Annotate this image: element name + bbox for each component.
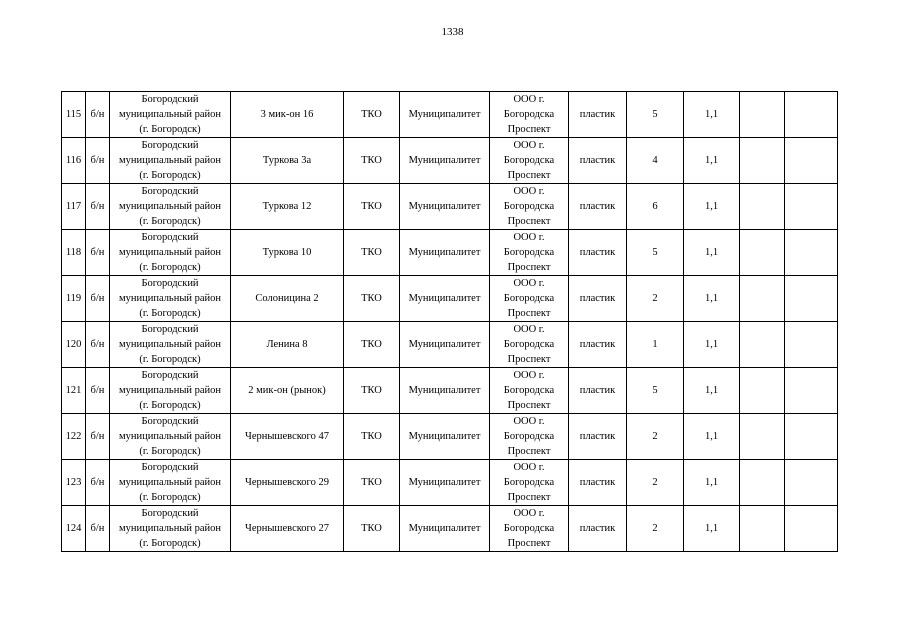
row-number-cell: 121 (62, 368, 86, 414)
district-cell-line: Богородский (141, 232, 199, 243)
owner-type-cell: Муниципалитет (400, 460, 490, 506)
container-sites-table (61, 91, 838, 552)
container-count-cell: 5 (627, 230, 684, 276)
empty-cell (740, 276, 785, 322)
bn-cell: б/н (86, 460, 110, 506)
organization-cell-line: Проспект (507, 538, 551, 549)
organization-cell-line: Богородска (503, 385, 555, 396)
bn-cell: б/н (86, 322, 110, 368)
organization-cell-line: Проспект (507, 354, 551, 365)
table-row (62, 506, 838, 552)
bn-cell: б/н (86, 138, 110, 184)
row-number-cell: 117 (62, 184, 86, 230)
material-cell: пластик (569, 368, 627, 414)
material-cell: пластик (569, 506, 627, 552)
district-cell (110, 322, 231, 368)
organization-cell-line: ООО г. (513, 186, 545, 197)
district-cell-line: Богородский (141, 278, 199, 289)
empty-cell (740, 322, 785, 368)
district-cell-line: муниципальный район (118, 477, 222, 488)
organization-cell-line: ООО г. (513, 508, 545, 519)
district-cell (110, 92, 231, 138)
owner-type-cell: Муниципалитет (400, 184, 490, 230)
empty-cell (785, 184, 838, 230)
row-number-cell: 122 (62, 414, 86, 460)
row-number-cell: 124 (62, 506, 86, 552)
waste-type-cell: ТКО (344, 138, 400, 184)
empty-cell (740, 230, 785, 276)
container-count-cell: 2 (627, 414, 684, 460)
bn-cell: б/н (86, 230, 110, 276)
empty-cell (740, 460, 785, 506)
district-cell (110, 368, 231, 414)
material-cell: пластик (569, 92, 627, 138)
bn-cell: б/н (86, 506, 110, 552)
owner-type-cell: Муниципалитет (400, 368, 490, 414)
empty-cell (740, 138, 785, 184)
empty-cell (785, 322, 838, 368)
district-cell (110, 230, 231, 276)
page-number: 1338 (441, 26, 464, 38)
address-cell: Туркова 3а (231, 138, 344, 184)
empty-cell (785, 138, 838, 184)
material-cell: пластик (569, 322, 627, 368)
owner-type-cell: Муниципалитет (400, 230, 490, 276)
waste-type-cell: ТКО (344, 368, 400, 414)
address-cell: 3 мик-он 16 (231, 92, 344, 138)
district-cell-line: муниципальный район (118, 109, 222, 120)
organization-cell-line: Богородска (503, 201, 555, 212)
container-count-cell: 4 (627, 138, 684, 184)
empty-cell (785, 414, 838, 460)
table-row (62, 138, 838, 184)
organization-cell-line: ООО г. (513, 232, 545, 243)
district-cell-line: (г. Богородск) (139, 262, 201, 273)
organization-cell (490, 460, 569, 506)
container-volume-cell: 1,1 (684, 92, 740, 138)
organization-cell (490, 184, 569, 230)
organization-cell (490, 92, 569, 138)
district-cell-line: (г. Богородск) (139, 538, 201, 549)
district-cell (110, 460, 231, 506)
table-row (62, 276, 838, 322)
bn-cell: б/н (86, 414, 110, 460)
waste-type-cell: ТКО (344, 322, 400, 368)
district-cell-line: муниципальный район (118, 431, 222, 442)
organization-cell-line: Проспект (507, 400, 551, 411)
container-volume-cell: 1,1 (684, 460, 740, 506)
district-cell-line: (г. Богородск) (139, 400, 201, 411)
container-volume-cell: 1,1 (684, 184, 740, 230)
container-volume-cell: 1,1 (684, 276, 740, 322)
container-volume-cell: 1,1 (684, 322, 740, 368)
row-number-cell: 118 (62, 230, 86, 276)
organization-cell-line: Богородска (503, 339, 555, 350)
district-cell-line: Богородский (141, 324, 199, 335)
owner-type-cell: Муниципалитет (400, 276, 490, 322)
table-row (62, 92, 838, 138)
district-cell-line: Богородский (141, 370, 199, 381)
table-body (62, 92, 838, 552)
organization-cell-line: Проспект (507, 492, 551, 503)
organization-cell-line: ООО г. (513, 462, 545, 473)
district-cell-line: муниципальный район (118, 201, 222, 212)
container-volume-cell: 1,1 (684, 506, 740, 552)
district-cell (110, 138, 231, 184)
district-cell (110, 276, 231, 322)
row-number-cell: 123 (62, 460, 86, 506)
container-count-cell: 2 (627, 276, 684, 322)
address-cell: Ленина 8 (231, 322, 344, 368)
table-row (62, 368, 838, 414)
table-row (62, 230, 838, 276)
container-count-cell: 2 (627, 460, 684, 506)
material-cell: пластик (569, 230, 627, 276)
district-cell (110, 184, 231, 230)
district-cell-line: Богородский (141, 186, 199, 197)
waste-type-cell: ТКО (344, 414, 400, 460)
district-cell-line: муниципальный район (118, 339, 222, 350)
address-cell: Чернышевского 27 (231, 506, 344, 552)
container-count-cell: 1 (627, 322, 684, 368)
empty-cell (785, 276, 838, 322)
organization-cell-line: Богородска (503, 523, 555, 534)
container-volume-cell: 1,1 (684, 230, 740, 276)
owner-type-cell: Муниципалитет (400, 92, 490, 138)
district-cell-line: муниципальный район (118, 155, 222, 166)
organization-cell-line: ООО г. (513, 324, 545, 335)
waste-type-cell: ТКО (344, 92, 400, 138)
organization-cell-line: Богородска (503, 247, 555, 258)
district-cell-line: (г. Богородск) (139, 354, 201, 365)
district-cell (110, 506, 231, 552)
address-cell: Чернышевского 47 (231, 414, 344, 460)
district-cell-line: (г. Богородск) (139, 446, 201, 457)
address-cell: Туркова 10 (231, 230, 344, 276)
district-cell-line: муниципальный район (118, 385, 222, 396)
waste-type-cell: ТКО (344, 276, 400, 322)
organization-cell (490, 414, 569, 460)
organization-cell-line: Проспект (507, 124, 551, 135)
container-count-cell: 5 (627, 92, 684, 138)
district-cell-line: муниципальный район (118, 523, 222, 534)
bn-cell: б/н (86, 92, 110, 138)
organization-cell-line: ООО г. (513, 140, 545, 151)
organization-cell-line: Проспект (507, 446, 551, 457)
address-cell: Чернышевского 29 (231, 460, 344, 506)
organization-cell-line: Богородска (503, 109, 555, 120)
organization-cell-line: Богородска (503, 477, 555, 488)
organization-cell-line: ООО г. (513, 370, 545, 381)
organization-cell-line: ООО г. (513, 416, 545, 427)
material-cell: пластик (569, 276, 627, 322)
district-cell-line: (г. Богородск) (139, 170, 201, 181)
table-row (62, 184, 838, 230)
container-count-cell: 6 (627, 184, 684, 230)
material-cell: пластик (569, 460, 627, 506)
owner-type-cell: Муниципалитет (400, 506, 490, 552)
container-volume-cell: 1,1 (684, 138, 740, 184)
address-cell: Солоницина 2 (231, 276, 344, 322)
organization-cell-line: Проспект (507, 262, 551, 273)
bn-cell: б/н (86, 184, 110, 230)
row-number-cell: 115 (62, 92, 86, 138)
address-cell: Туркова 12 (231, 184, 344, 230)
district-cell (110, 414, 231, 460)
material-cell: пластик (569, 138, 627, 184)
organization-cell-line: Проспект (507, 308, 551, 319)
district-cell-line: Богородский (141, 94, 199, 105)
waste-type-cell: ТКО (344, 460, 400, 506)
row-number-cell: 119 (62, 276, 86, 322)
table-row (62, 460, 838, 506)
empty-cell (740, 92, 785, 138)
row-number-cell: 120 (62, 322, 86, 368)
organization-cell (490, 138, 569, 184)
organization-cell (490, 230, 569, 276)
district-cell-line: (г. Богородск) (139, 216, 201, 227)
district-cell-line: муниципальный район (118, 247, 222, 258)
district-cell-line: муниципальный район (118, 293, 222, 304)
organization-cell-line: Богородска (503, 431, 555, 442)
organization-cell-line: ООО г. (513, 94, 545, 105)
bn-cell: б/н (86, 368, 110, 414)
empty-cell (785, 368, 838, 414)
empty-cell (785, 92, 838, 138)
district-cell-line: (г. Богородск) (139, 124, 201, 135)
district-cell-line: Богородский (141, 462, 199, 473)
container-volume-cell: 1,1 (684, 368, 740, 414)
address-cell: 2 мик-он (рынок) (231, 368, 344, 414)
district-cell-line: (г. Богородск) (139, 308, 201, 319)
row-number-cell: 116 (62, 138, 86, 184)
table-row (62, 322, 838, 368)
empty-cell (740, 368, 785, 414)
empty-cell (785, 506, 838, 552)
waste-type-cell: ТКО (344, 230, 400, 276)
organization-cell-line: Богородска (503, 155, 555, 166)
district-cell-line: Богородский (141, 140, 199, 151)
district-cell-line: Богородский (141, 508, 199, 519)
empty-cell (740, 184, 785, 230)
district-cell-line: (г. Богородск) (139, 492, 201, 503)
owner-type-cell: Муниципалитет (400, 322, 490, 368)
waste-type-cell: ТКО (344, 506, 400, 552)
container-count-cell: 2 (627, 506, 684, 552)
material-cell: пластик (569, 184, 627, 230)
owner-type-cell: Муниципалитет (400, 414, 490, 460)
organization-cell-line: Богородска (503, 293, 555, 304)
empty-cell (785, 460, 838, 506)
organization-cell (490, 506, 569, 552)
table-row (62, 414, 838, 460)
organization-cell-line: Проспект (507, 216, 551, 227)
container-volume-cell: 1,1 (684, 414, 740, 460)
empty-cell (785, 230, 838, 276)
empty-cell (740, 506, 785, 552)
container-count-cell: 5 (627, 368, 684, 414)
organization-cell (490, 276, 569, 322)
owner-type-cell: Муниципалитет (400, 138, 490, 184)
organization-cell-line: Проспект (507, 170, 551, 181)
waste-type-cell: ТКО (344, 184, 400, 230)
empty-cell (740, 414, 785, 460)
organization-cell-line: ООО г. (513, 278, 545, 289)
material-cell: пластик (569, 414, 627, 460)
district-cell-line: Богородский (141, 416, 199, 427)
organization-cell (490, 322, 569, 368)
organization-cell (490, 368, 569, 414)
bn-cell: б/н (86, 276, 110, 322)
